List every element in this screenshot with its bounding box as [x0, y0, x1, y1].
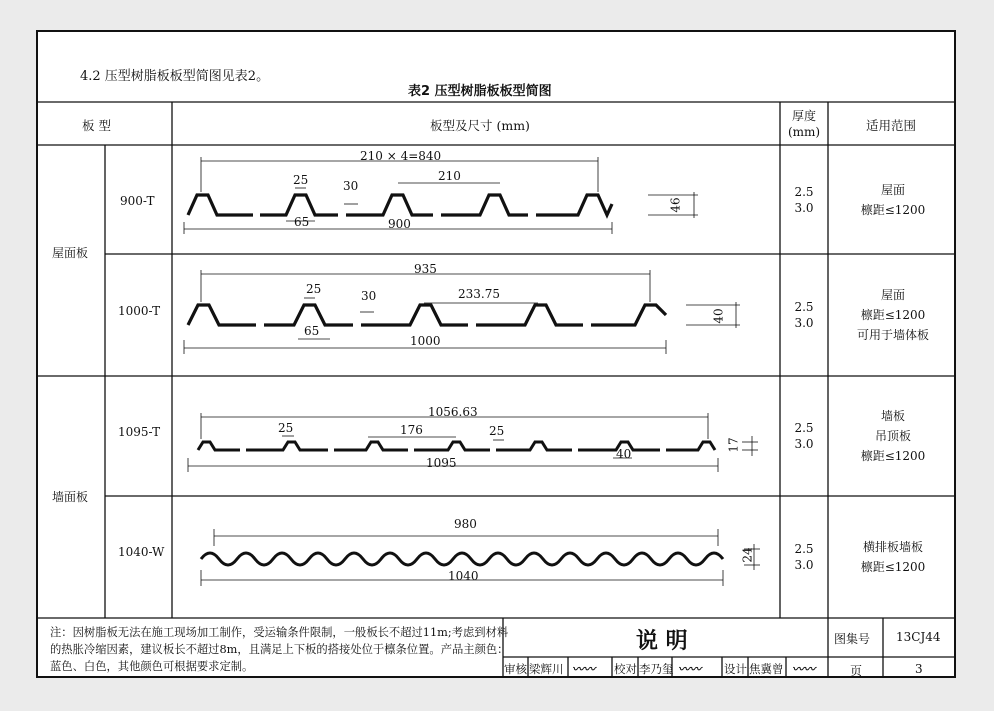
checker-name: 李乃玺 — [639, 662, 674, 676]
sheet-title: 说 明 — [636, 629, 688, 654]
dim-1095-d3: 25 — [489, 424, 505, 438]
dim-1000-d2: 30 — [361, 289, 377, 303]
dim-1040-height: 24 — [740, 547, 755, 563]
profile-1000-t — [184, 270, 740, 354]
dim-1095-height: 17 — [726, 437, 741, 453]
check-label: 校对 — [614, 662, 637, 676]
thickness-1040-w: 2.5 3.0 — [794, 542, 814, 572]
dim-1095-top: 1056.63 — [428, 405, 478, 419]
dim-1000-d1: 25 — [306, 282, 322, 296]
reviewer-signature: 〰〰 — [572, 662, 595, 676]
header-scope: 适用范围 — [866, 118, 917, 133]
atlas-number: 13CJ44 — [896, 630, 941, 644]
dim-900-d2: 30 — [343, 179, 359, 193]
dim-1095-bottom: 1095 — [426, 456, 457, 470]
dim-1000-bottom: 1000 — [410, 334, 441, 348]
dim-1040-bottom: 1040 — [448, 569, 479, 583]
scope-1095-t: 墙板 吊顶板 檩距≤1200 — [860, 409, 926, 463]
thickness-900-t: 2.5 3.0 — [794, 184, 814, 215]
page-number: 3 — [915, 662, 923, 676]
dim-1000-d3: 233.75 — [458, 287, 500, 301]
scope-1000-t: 屋面 檩距≤1200 可用于墙体板 — [856, 288, 929, 342]
header-dims: 板型及尺寸 (mm) — [430, 118, 530, 133]
dim-1095-d1: 25 — [278, 421, 294, 435]
scope-900-t: 屋面 檩距≤1200 — [860, 182, 926, 217]
checker-signature: 〰〰 — [678, 662, 701, 676]
model-1040-w: 1040-W — [118, 545, 165, 559]
dim-900-height: 46 — [668, 197, 683, 213]
dim-1000-top: 935 — [414, 262, 437, 276]
dim-900-d1: 25 — [293, 173, 309, 187]
dim-1095-d4: 40 — [616, 447, 632, 461]
dim-1000-d4: 65 — [304, 324, 320, 338]
footnote: 注：因树脂板无法在施工现场加工制作，受运输条件限制，一般板长不超过11m;考虑到材料的热胀冷缩因素，建议板长不超过8m，且满足上下板的搭接处位于檩条位置。产品主颜色：蓝色、白色，其他颜色可根据要求定制。 — [50, 626, 509, 673]
review-label: 审核 — [504, 662, 527, 676]
profile-1095-t — [188, 413, 758, 472]
designer-signature: 〰〰 — [792, 662, 815, 676]
group-wall: 墙面板 — [52, 490, 89, 504]
dim-1040-top: 980 — [454, 517, 477, 531]
group-roof: 屋面板 — [52, 246, 89, 260]
design-label: 设计 — [724, 662, 747, 676]
atlas-label: 图集号 — [834, 632, 871, 646]
scope-1040-w: 横排板墙板 檩距≤1200 — [860, 540, 926, 574]
dim-1000-height: 40 — [711, 308, 726, 324]
header-thickness: 厚度 (mm) — [787, 109, 821, 139]
thickness-1095-t: 2.5 3.0 — [794, 421, 814, 451]
model-1095-t: 1095-T — [118, 425, 161, 439]
dim-900-bottom: 900 — [388, 217, 411, 231]
designer-name: 焦冀曾 — [749, 662, 784, 676]
dim-900-d4: 65 — [294, 215, 310, 229]
intro-text: 4.2 压型树脂板板型简图见表2。 — [80, 69, 270, 84]
model-1000-t: 1000-T — [118, 304, 161, 318]
thickness-1000-t: 2.5 3.0 — [794, 300, 814, 330]
table-title: 表2 压型树脂板板型简图 — [408, 84, 552, 99]
drawing-sheet — [36, 30, 956, 678]
dim-900-top: 210 × 4=840 — [360, 149, 442, 163]
reviewer-name: 梁辉川 — [529, 662, 564, 676]
dim-1095-d2: 176 — [400, 423, 423, 437]
dim-900-d3: 210 — [438, 169, 461, 183]
page-label: 页 — [850, 664, 863, 678]
profile-1040-w — [201, 529, 760, 586]
header-type: 板 型 — [82, 118, 111, 133]
model-900-t: 900-T — [120, 194, 155, 208]
